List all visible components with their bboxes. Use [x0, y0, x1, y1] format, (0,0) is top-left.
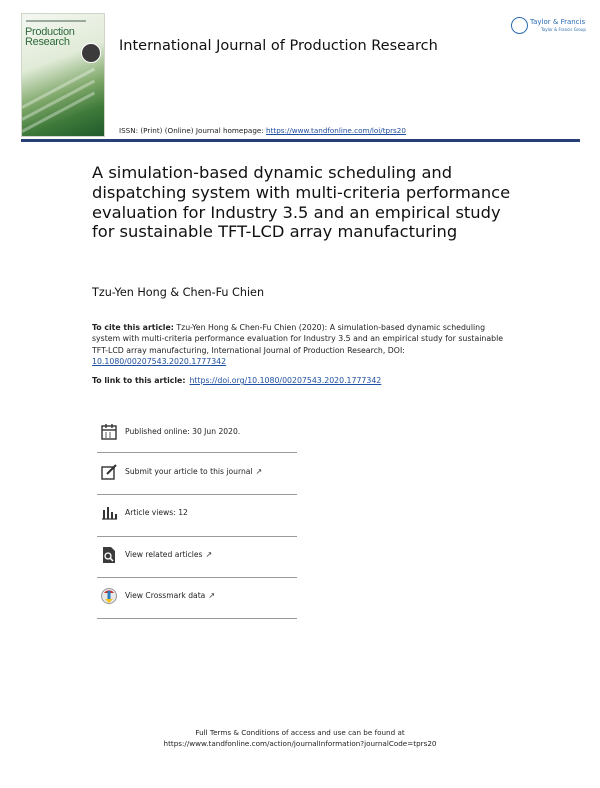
citation-doi-link[interactable]: 10.1080/00207543.2020.1777342	[92, 357, 227, 367]
article-title: A simulation-based dynamic scheduling and dispatching system with multi-criteria performance evaluation for Industry 3.5 and an empirical study for sustainable TFT-LCD array manufacturing	[92, 163, 511, 242]
search-document-icon	[100, 546, 118, 564]
issn-line	[119, 126, 406, 135]
row-divider	[97, 577, 297, 578]
citation-text: Tzu-Yen Hong & Chen-Fu Chien (2020): A simulation-based dynamic scheduling system with multi-criteria performance evaluation for Industry 3.5 and an empirical study for sustainable TFT-LCD array manufacturing, International Journal of Production Research, DOI:	[92, 323, 504, 355]
row-divider	[97, 494, 297, 495]
footer-terms-url[interactable]: https://www.tandfonline.com/action/journalInformation?journalCode=tprs20	[163, 739, 437, 748]
issn-text: ISSN: (Print) (Online) Journal homepage:	[119, 126, 267, 135]
article-views-label: Article views: 12	[125, 508, 188, 517]
calendar-icon	[100, 423, 118, 441]
article-views-row	[97, 504, 297, 524]
cover-stripe	[21, 68, 95, 109]
external-link-icon: ↗	[208, 591, 216, 600]
publisher-logo-name: Taylor & Francis	[530, 18, 586, 26]
cover-header-line	[26, 20, 86, 22]
row-divider	[97, 536, 297, 537]
article-doi-url[interactable]: https://doi.org/10.1080/00207543.2020.1777342	[189, 376, 382, 385]
row-divider	[97, 452, 297, 453]
published-online-label: Published online: 30 Jun 2020.	[125, 427, 241, 436]
cover-title: Production Research	[25, 26, 75, 48]
related-articles-label: View related articles	[125, 550, 203, 559]
external-link-icon: ↗	[255, 467, 263, 476]
published-online-row	[97, 423, 297, 443]
cover-badge	[81, 43, 101, 63]
publisher-logo-tagline: Taylor & Francis Group	[541, 27, 586, 32]
crossmark-label: View Crossmark data	[125, 591, 206, 600]
submit-article-link[interactable]	[125, 467, 262, 476]
bar-chart-icon	[100, 504, 118, 522]
journal-cover-image[interactable]	[21, 13, 105, 137]
journal-homepage-link[interactable]: https://www.tandfonline.com/loi/tprs20	[266, 126, 406, 135]
citation-block	[92, 322, 512, 368]
article-link-label: To link to this article:	[92, 376, 186, 385]
related-articles-row[interactable]	[97, 546, 297, 566]
external-link-icon: ↗	[205, 550, 213, 559]
submit-article-label: Submit your article to this journal	[125, 467, 253, 476]
footer	[100, 727, 500, 749]
edit-icon	[100, 463, 118, 481]
submit-article-row[interactable]	[97, 463, 297, 483]
article-link-line	[92, 376, 381, 385]
related-articles-link[interactable]	[125, 550, 212, 559]
row-divider	[97, 618, 297, 619]
publisher-logo-icon	[511, 17, 528, 34]
crossmark-icon	[100, 587, 118, 605]
article-authors: Tzu-Yen Hong & Chen-Fu Chien	[92, 286, 265, 299]
publisher-logo[interactable]	[511, 17, 586, 37]
citation-label: To cite this article:	[92, 323, 174, 332]
header-divider	[21, 139, 580, 142]
journal-title[interactable]: International Journal of Production Research	[119, 38, 438, 54]
crossmark-link[interactable]	[125, 591, 215, 600]
crossmark-row[interactable]	[97, 587, 297, 607]
footer-terms-text: Full Terms & Conditions of access and use can be found at	[195, 728, 405, 737]
